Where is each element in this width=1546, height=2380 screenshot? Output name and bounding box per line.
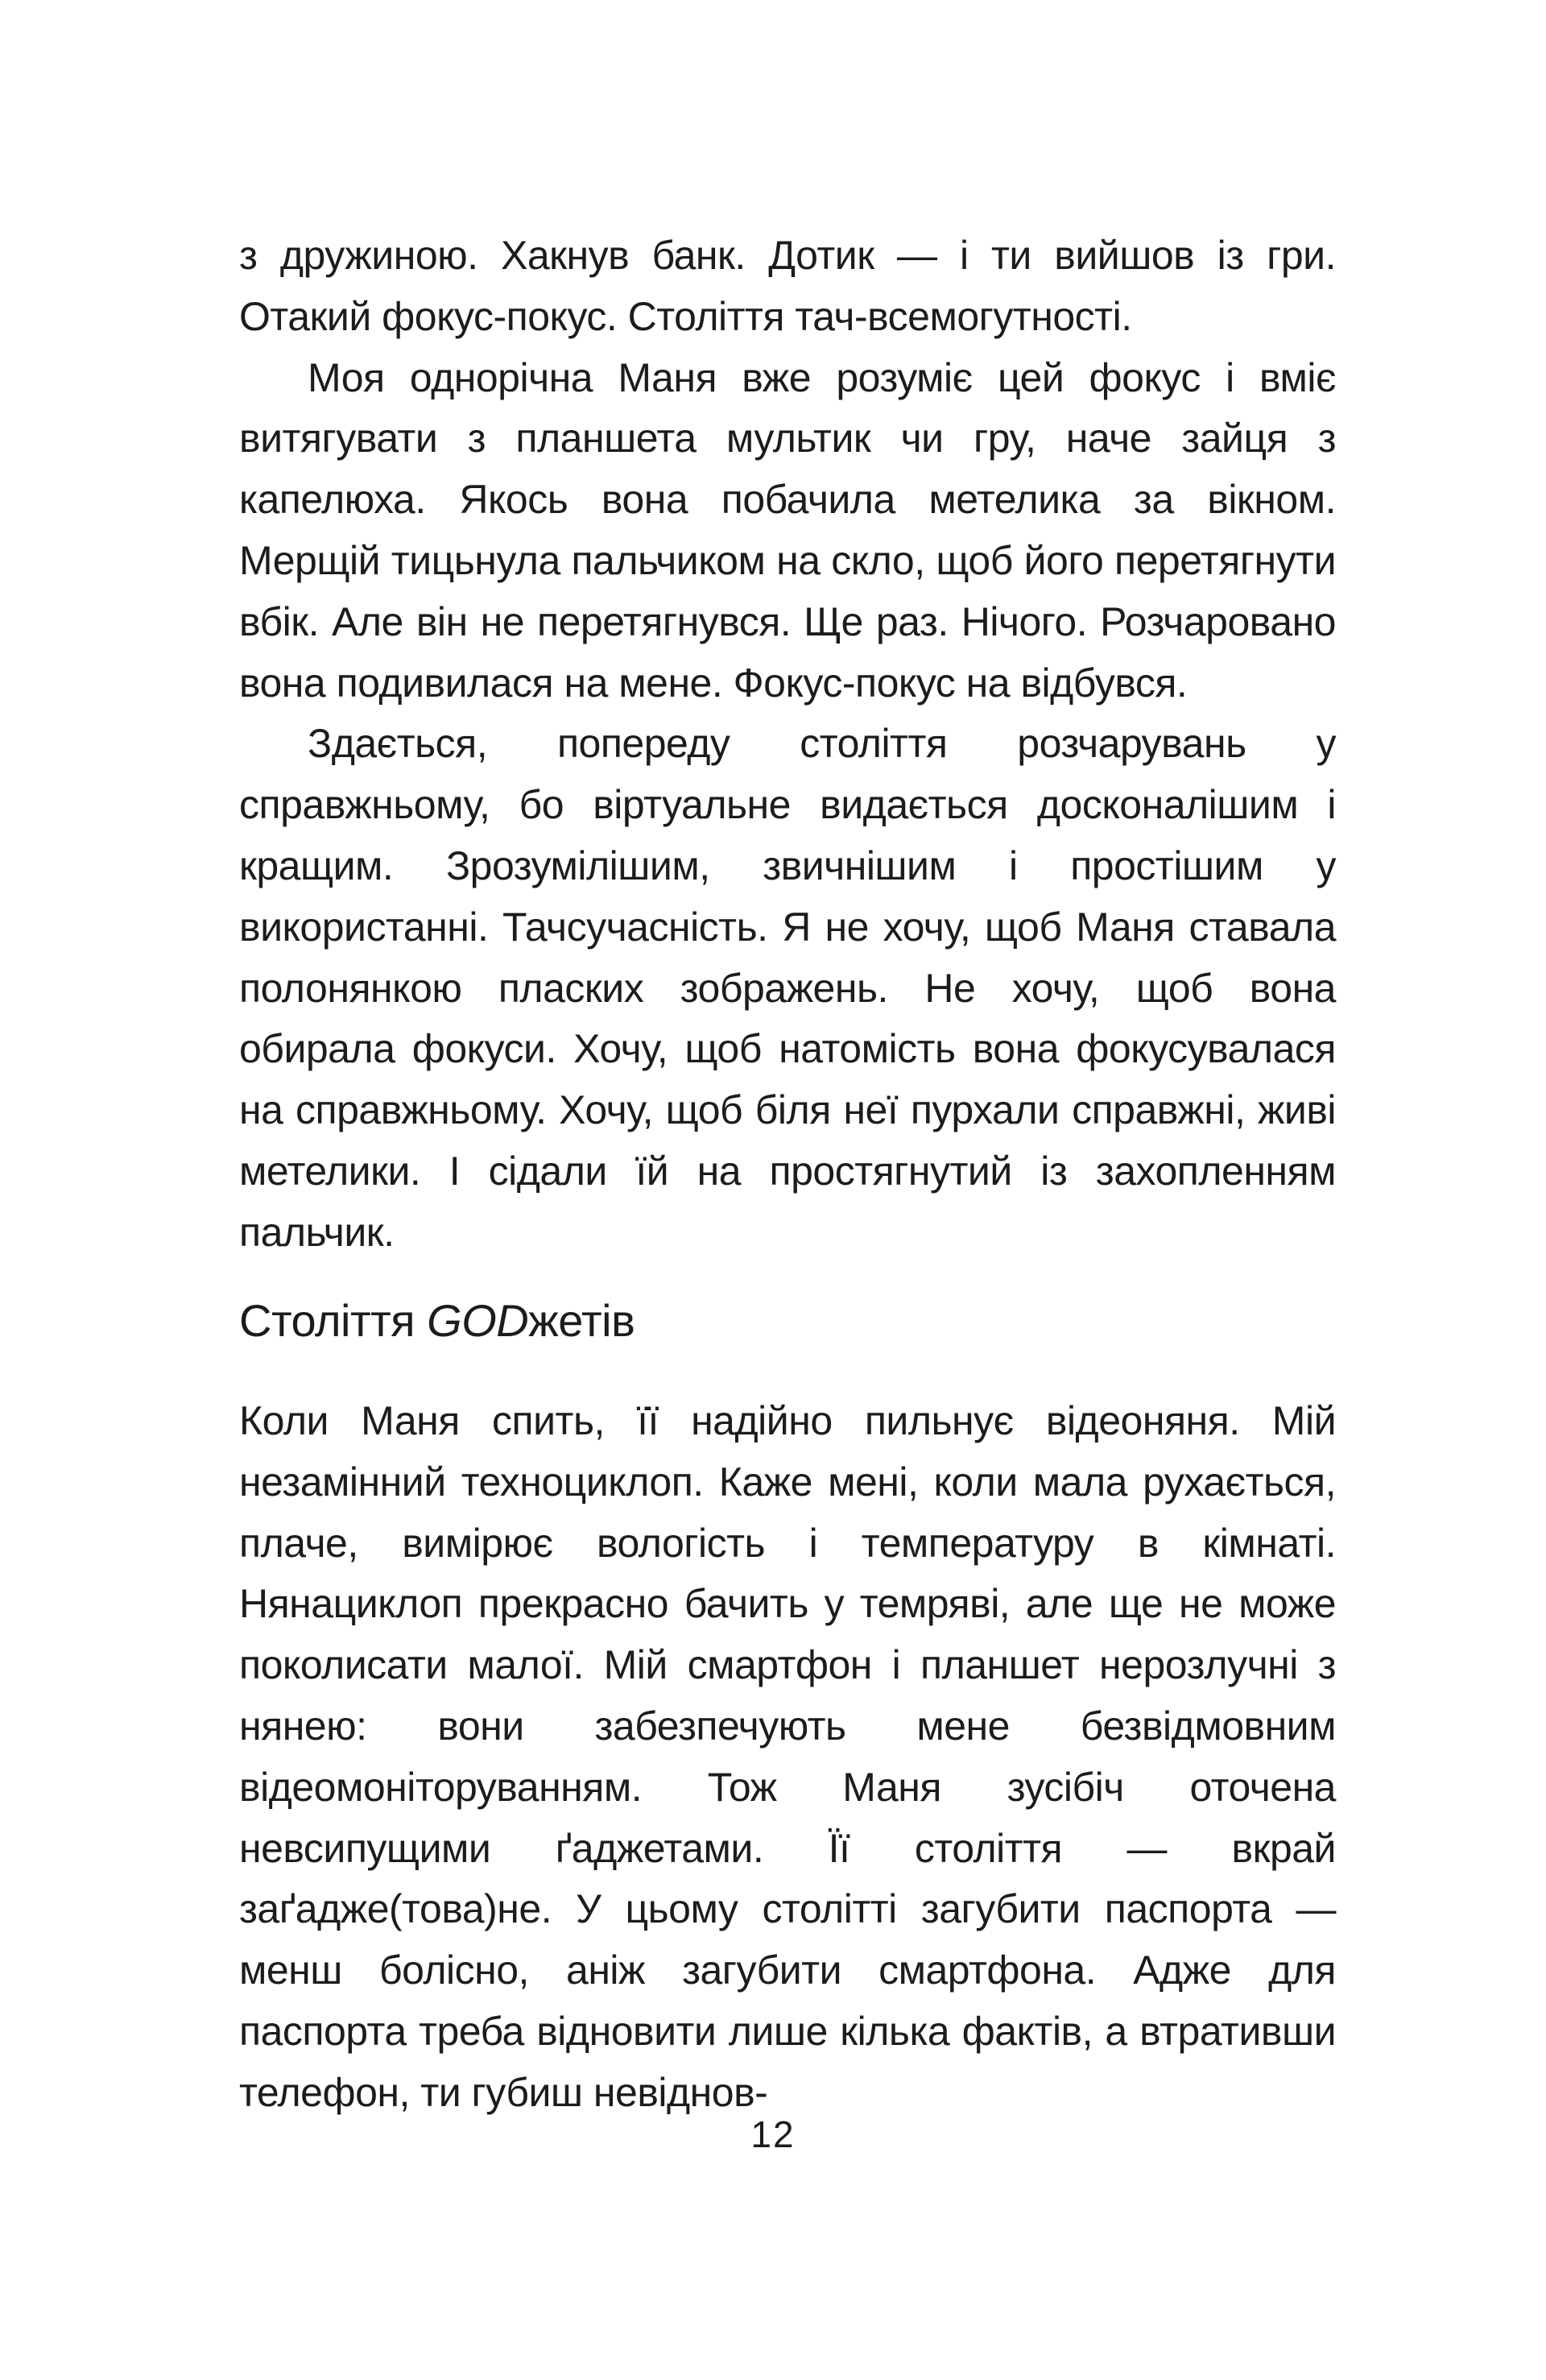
bottom-text-block [239, 1391, 1336, 2124]
section-heading [239, 1293, 635, 1349]
top-text-block [239, 226, 1336, 1264]
paragraph-2: Моя однорічна Маня вже розуміє цей фокус і вміє витягувати з планшета мультик чи гру, наче зайця з капелюха. Якось вона побачила метелика за вікном. Мерщій тицьнула пальчиком на скло, щоб його перетягнути вбік. Але він не перетягнувся. Ще раз. Нічого. Розчаровано вона подивилася на мене. Фокус-покус на відбувся. [239, 354, 1336, 706]
page-number: 12 [750, 2113, 796, 2155]
paragraph-1: з дружиною. Хакнув банк. Дотик — і ти вийшов із гри. Отакий фокус-покус. Століття тач-всемогутності. [239, 233, 1336, 339]
heading-prefix: Століття [239, 1295, 428, 1346]
paragraph-4: Коли Маня спить, її надійно пильнує відеоняня. Мій незамінний техноциклоп. Каже мені, коли мала рухається, плаче, вимірює вологість і температуру в кімнаті. Нянациклоп прекрасно бачить у темряві, але ще не може поколисати малої. Мій смартфон і планшет нерозлучні з нянею: вони забезпечують мене безвідмовним відеомоніторуванням. Тож Маня зусібіч оточена невсипущими ґаджетами. Її століття — вкрай заґадже(това)не. У цьому столітті загубити паспорта — менш болісно, аніж загубити смартфона. Адже для паспорта треба відновити лише кілька фактів, а втративши телефон, ти губиш невіднов- [239, 1398, 1336, 2115]
heading-italic-part: GOD [427, 1295, 529, 1346]
heading-suffix: жетів [528, 1295, 635, 1346]
paragraph-3: Здається, попереду століття розчарувань у справжньому, бо віртуальне видається досконалішим і кращим. Зрозумілішим, звичнішим і простішим у використанні. Тачсучасність. Я не хочу, щоб Маня ставала полонянкою пласких зображень. Не хочу, щоб вона обирала фокуси. Хочу, щоб натомість вона фокусувалася на справжньому. Хочу, щоб біля неї пурхали справжні, живі метелики. І сідали їй на простягнутий із захопленням пальчик. [239, 721, 1336, 1255]
